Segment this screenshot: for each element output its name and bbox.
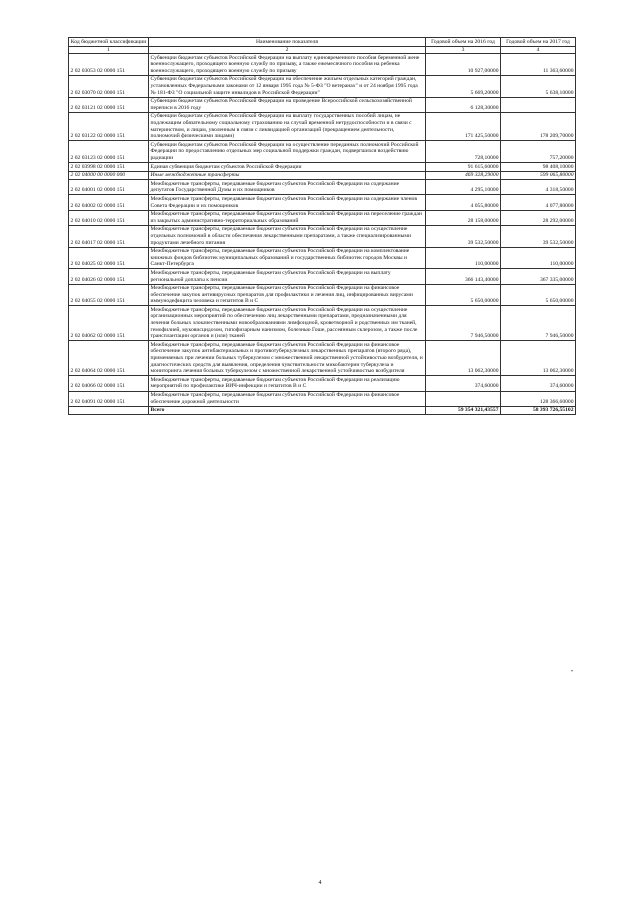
row-value-2017: 11 363,60000 — [501, 54, 576, 76]
row-code: 2 02 04066 02 0000 151 — [69, 376, 149, 391]
row-code: 2 02 03998 02 0000 151 — [69, 163, 149, 172]
column-number-row — [69, 46, 576, 54]
row-value-2017: 599 065,80000 — [501, 171, 576, 180]
row-name: Субвенции бюджетам субъектов Российской Федерации на выплату единовременного пособия беременной жене военнослужащего, проходящего военную службу по призыву, а также ежемесячного пособия на ребенка военнослужащего, проходящего военную службу по призыву — [149, 54, 426, 76]
table-row — [69, 171, 576, 180]
table-row — [69, 391, 576, 406]
row-code: 2 02 04017 02 0000 151 — [69, 225, 149, 247]
total-2016: 59 354 321,43557 — [426, 406, 501, 415]
table-row — [69, 247, 576, 269]
row-value-2016: 4 295,10000 — [426, 180, 501, 195]
row-name: Межбюджетные трансферты, передаваемые бюджетам субъектов Российской Федерации на выплату региональной доплаты к пенсии — [149, 269, 426, 284]
row-value-2017: 13 062,30000 — [501, 341, 576, 376]
column-number: 2 — [149, 46, 426, 54]
table-row — [69, 163, 576, 172]
row-code: 2 02 04055 02 0000 151 — [69, 284, 149, 306]
table-row — [69, 284, 576, 306]
row-name: Субвенции бюджетам субъектов Российской Федерации на обеспечение жильем отдельных категорий граждан, установленных Федеральными законами от 12 января 1995 года № 5-ФЗ "О ветеранах" и от 24 ноября 1995 года № 181-ФЗ "О социальной защите инвалидов в Российской Федерации" — [149, 75, 426, 97]
column-number: 3 — [426, 46, 501, 54]
total-label: Всего — [149, 406, 426, 415]
row-name: Межбюджетные трансферты, передаваемые бюджетам субъектов Российской Федерации на осуществление отдельных полномочий в области обеспечения лекарственными препаратами, а также специализированными продуктами лечебного питания — [149, 225, 426, 247]
row-value-2016: 374,60000 — [426, 376, 501, 391]
table-row — [69, 225, 576, 247]
row-value-2016: 171 425,50000 — [426, 112, 501, 140]
row-value-2017: 5 638,10000 — [501, 75, 576, 97]
row-name: Межбюджетные трансферты, передаваемые бюджетам субъектов Российской Федерации на осуществление организационных мероприятий по обеспечению лиц лекарственными препаратами, предназначенными для лечения больных злокачественными новообразованиями лимфоидной, кроветворной и родственных им тканей, гемофилией, муковисцидозом, гипофизарным нанизмом, болезнью Гоше, рассеянным склерозом, а также после трансплантации органов и (или) тканей — [149, 306, 426, 341]
row-code: 2 02 04091 02 0000 151 — [69, 391, 149, 406]
row-value-2017: 128 366,60000 — [501, 391, 576, 406]
row-value-2016: 91 615,60000 — [426, 163, 501, 172]
row-code: 2 02 04025 02 0000 151 — [69, 247, 149, 269]
row-value-2016: 7 946,50000 — [426, 306, 501, 341]
row-code: 2 02 04062 02 0000 151 — [69, 306, 149, 341]
row-value-2016: 13 062,30000 — [426, 341, 501, 376]
row-name: Межбюджетные трансферты, передаваемые бюджетам субъектов Российской Федерации на содержание депутатов Государственной Думы и их помощников — [149, 180, 426, 195]
row-name: Межбюджетные трансферты, передаваемые бюджетам субъектов Российской Федерации на комплектование книжных фондов библиотек муниципальных образований и государственных библиотек городов Москвы и Санкт-Петербурга — [149, 247, 426, 269]
row-code: 2 02 04002 02 0000 151 — [69, 195, 149, 210]
table-body — [69, 54, 576, 407]
row-value-2016: 4 055,80000 — [426, 195, 501, 210]
total-row — [69, 406, 576, 415]
header-code: Код бюджетной классификации — [69, 38, 149, 47]
table-row — [69, 180, 576, 195]
table-row — [69, 97, 576, 112]
row-value-2016: 469 328,29000 — [426, 171, 501, 180]
row-value-2016: 5 669,20000 — [426, 75, 501, 97]
row-value-2017: 367 335,00000 — [501, 269, 576, 284]
row-code: 2 02 04010 02 0000 151 — [69, 210, 149, 225]
row-code: 2 02 03122 02 0000 151 — [69, 112, 149, 140]
row-value-2016: 28 158,00000 — [426, 210, 501, 225]
table-header-row — [69, 38, 576, 47]
row-code: 2 02 04026 02 0000 151 — [69, 269, 149, 284]
row-code: 2 02 04000 00 0000 000 — [69, 171, 149, 180]
row-name: Межбюджетные трансферты, передаваемые бюджетам субъектов Российской Федерации на переселение граждан из закрытых административно-территориальных образований — [149, 210, 426, 225]
row-name: Межбюджетные трансферты, передаваемые бюджетам субъектов Российской Федерации на содержание членов Совета Федерации и их помощников — [149, 195, 426, 210]
row-name: Иные межбюджетные трансферты — [149, 171, 426, 180]
row-value-2016: 39 532,50000 — [426, 225, 501, 247]
row-name: Субвенции бюджетам субъектов Российской Федерации на осуществление переданных полномочий Российской Федерации по предоставлению отдельных мер социальной поддержки граждан, подвергшихся воздействию радиации — [149, 141, 426, 163]
row-value-2017: 374,60000 — [501, 376, 576, 391]
row-value-2017: 39 532,50000 — [501, 225, 576, 247]
row-name: Субвенции бюджетам субъектов Российской Федерации на выплату государственных пособий лицам, не подлежащим обязательному социальному страхованию на случай временной нетрудоспособности и в связи с материнством, и лицам, уволенным в связи с ликвидацией организаций (прекращением деятельности, полномочий физическими лицами) — [149, 112, 426, 140]
row-value-2017: 7 946,50000 — [501, 306, 576, 341]
row-value-2016: 366 143,40000 — [426, 269, 501, 284]
header-2017: Годовой объем на 2017 год — [501, 38, 576, 47]
table-row — [69, 376, 576, 391]
table-row — [69, 306, 576, 341]
table-row — [69, 195, 576, 210]
header-name: Наименование показателя — [149, 38, 426, 47]
row-value-2016: 728,10000 — [426, 141, 501, 163]
row-value-2017: 4 077,80000 — [501, 195, 576, 210]
table-row — [69, 269, 576, 284]
row-value-2017: 5 650,00000 — [501, 284, 576, 306]
row-code: 2 02 03053 02 0000 151 — [69, 54, 149, 76]
budget-table-sheet — [68, 37, 575, 415]
table-row — [69, 341, 576, 376]
row-value-2017 — [501, 97, 576, 112]
header-2016: Годовой объем на 2016 год — [426, 38, 501, 47]
total-code-cell — [69, 406, 149, 415]
row-name: Субвенции бюджетам субъектов Российской Федерации на проведение Всероссийской сельскохозяйственной переписи в 2016 году — [149, 97, 426, 112]
table-row — [69, 112, 576, 140]
trailing-quote-mark: " — [571, 670, 574, 676]
row-value-2017: 757,20000 — [501, 141, 576, 163]
row-value-2016: 110,00000 — [426, 247, 501, 269]
column-number: 1 — [69, 46, 149, 54]
row-value-2016 — [426, 391, 501, 406]
row-code: 2 02 03123 02 0000 151 — [69, 141, 149, 163]
table-row — [69, 54, 576, 76]
row-value-2017: 110,00000 — [501, 247, 576, 269]
row-name: Межбюджетные трансферты, передаваемые бюджетам субъектов Российской Федерации на реализацию мероприятий по профилактике ВИЧ-инфекции и гепатитов В и С — [149, 376, 426, 391]
total-2017: 58 393 726,55102 — [501, 406, 576, 415]
row-value-2016: 10 927,00000 — [426, 54, 501, 76]
page-number: 4 — [318, 880, 322, 886]
row-code: 2 02 04001 02 0000 151 — [69, 180, 149, 195]
table-row — [69, 75, 576, 97]
column-number: 4 — [501, 46, 576, 54]
row-name: Единая субвенция бюджетам субъектов Российской Федерации — [149, 163, 426, 172]
row-code: 2 02 03121 02 0000 151 — [69, 97, 149, 112]
row-name: Межбюджетные трансферты, передаваемые бюджетам субъектов Российской Федерации на финансовое обеспечение дорожной деятельности — [149, 391, 426, 406]
row-value-2017: 28 292,00000 — [501, 210, 576, 225]
row-code: 2 02 03070 02 0000 151 — [69, 75, 149, 97]
row-value-2017: 178 209,70000 — [501, 112, 576, 140]
table-row — [69, 141, 576, 163]
table-row — [69, 210, 576, 225]
row-name: Межбюджетные трансферты, передаваемые бюджетам субъектов Российской Федерации на финансовое обеспечение закупок антибактериальных и противотуберкулезных лекарственных препаратов (второго ряда), применяемых при лечении больных туберкулезом с множественной лекарственной устойчивостью возбудителя, и диагностических средств для выявления, определения чувствительности микобактерии туберкулеза и мониторинга лечения больных туберкулезом с множественной лекарственной устойчивостью возбудителя — [149, 341, 426, 376]
budget-table — [68, 37, 576, 415]
row-value-2017: 98 408,10000 — [501, 163, 576, 172]
row-name: Межбюджетные трансферты, передаваемые бюджетам субъектов Российской Федерации на финансовое обеспечение закупок антивирусных препаратов для профилактики и лечения лиц, инфицированных вирусами иммунодефицита человека и гепатитов В и С — [149, 284, 426, 306]
row-value-2017: 4 318,50000 — [501, 180, 576, 195]
row-value-2016: 5 650,00000 — [426, 284, 501, 306]
row-code: 2 02 04064 02 0000 151 — [69, 341, 149, 376]
row-value-2016: 6 128,30000 — [426, 97, 501, 112]
